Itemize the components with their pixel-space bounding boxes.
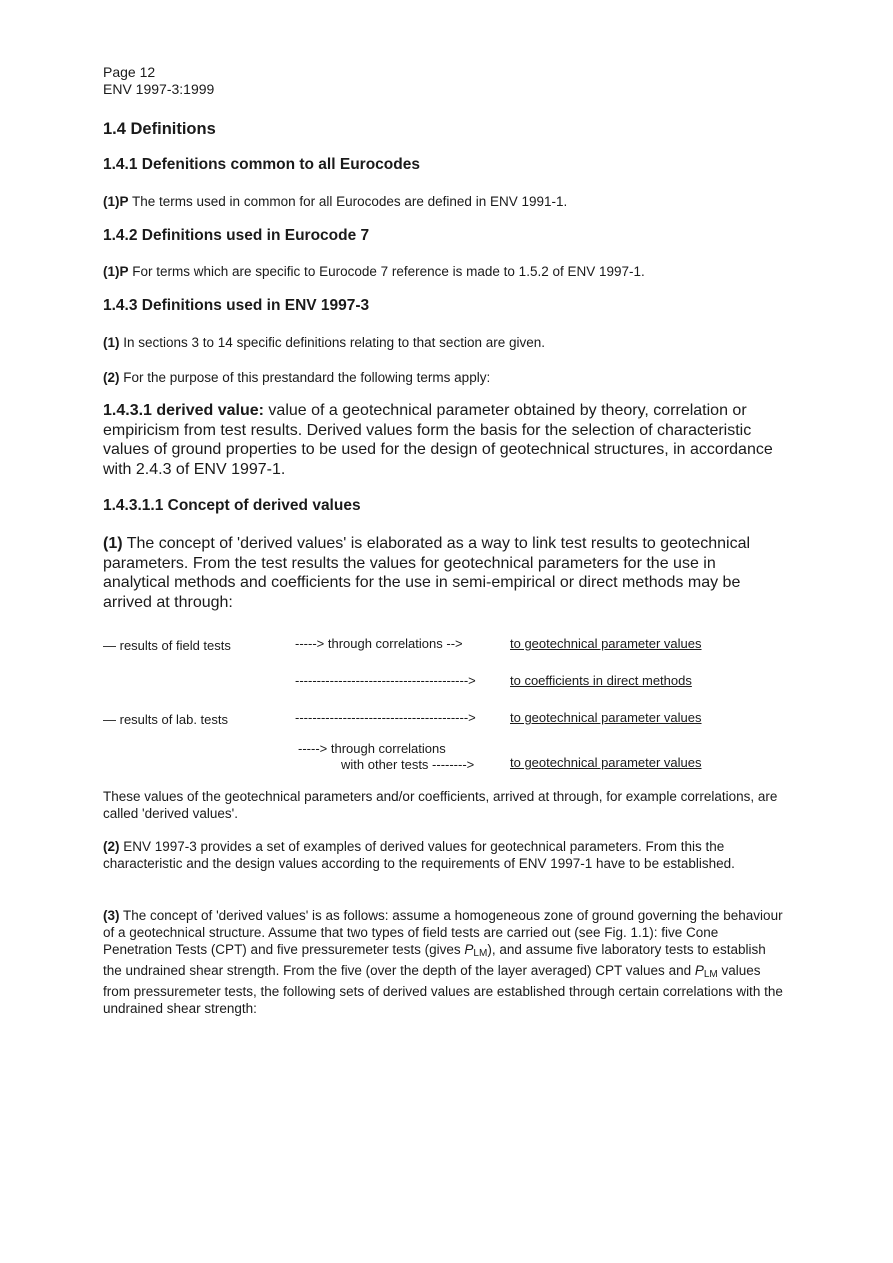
- section-1-4-title: 1.4 Definitions: [103, 120, 216, 138]
- flow-target: to geotechnical parameter values: [510, 710, 702, 725]
- section-1-4-3-1-1-title: 1.4.3.1.1 Concept of derived values: [103, 497, 361, 514]
- page-number: Page 12: [103, 64, 156, 80]
- derived-value-definition: [103, 401, 783, 479]
- clause-text: The terms used in common for all Eurocodes are defined in ENV 1991-1.: [128, 194, 568, 209]
- standard-id: ENV 1997-3:1999: [103, 81, 215, 97]
- clause-text: For the purpose of this prestandard the following terms apply:: [119, 370, 491, 385]
- section-1-4-3-paragraph-1: [103, 334, 545, 351]
- section-1-4-1-title: 1.4.1 Defenitions common to all Eurocodes: [103, 156, 420, 173]
- flow-arrow: -----> through correlations: [298, 741, 446, 756]
- clause-marker: (2): [103, 839, 120, 854]
- concept-paragraph-1: [103, 534, 783, 612]
- clause-marker: (1): [103, 535, 123, 552]
- flow-arrow: ---------------------------------------->: [295, 673, 476, 688]
- definition-text: value of a geotechnical parameter obtained by theory, correlation or empiricism from test results. Derived values form the basis for the selection of characteristic values of ground properties to be used for the design of geotechnical structures, in accordance with 2.4.3 of ENV 1997-1.: [103, 402, 773, 478]
- definition-term: 1.4.3.1 derived value:: [103, 402, 264, 419]
- clause-marker: (2): [103, 370, 120, 385]
- flow-target: to geotechnical parameter values: [510, 636, 702, 651]
- section-1-4-1-paragraph: [103, 193, 567, 210]
- flow-arrow: -----> through correlations -->: [295, 636, 463, 651]
- clause-text: The concept of 'derived values' is as follows: assume a homogeneous zone of ground governing the behaviour of a geotechnical structure. Assume that two types of field tests are carried out (see Fig. 1.1): five Cone Penetration Tests (CPT) and five pressuremeter tests (gives: [103, 908, 783, 957]
- section-1-4-3-title: 1.4.3 Definitions used in ENV 1997-3: [103, 297, 370, 314]
- symbol-p: P: [694, 963, 704, 978]
- clause-marker: (3): [103, 908, 120, 923]
- flow-source-lab-tests: — results of lab. tests: [103, 712, 228, 727]
- flow-arrow: ---------------------------------------->: [295, 710, 476, 725]
- clause-text: ), and assume five laboratory tests to establish the undrained shear strength. From the five (over the depth of the layer averaged) CPT values and: [103, 942, 766, 978]
- section-1-4-3-paragraph-2: [103, 369, 490, 386]
- symbol-subscript: LM: [703, 969, 718, 980]
- clause-marker: (1)P: [103, 264, 129, 279]
- flow-target: to geotechnical parameter values: [510, 755, 702, 770]
- page-header: [103, 64, 214, 98]
- symbol-p: P: [464, 942, 474, 957]
- section-1-4-2-paragraph: [103, 263, 645, 280]
- derived-values-note: These values of the geotechnical parameters and/or coefficients, arrived at through, for example correlations, are called 'derived values'.: [103, 789, 778, 821]
- symbol-subscript: LM: [473, 948, 488, 959]
- clause-text: For terms which are specific to Eurocode 7 reference is made to 1.5.2 of ENV 1997-1.: [128, 264, 645, 279]
- concept-paragraph-3: [103, 907, 783, 1017]
- section-1-4-2-title: 1.4.2 Definitions used in Eurocode 7: [103, 227, 370, 244]
- clause-marker: (1): [103, 335, 120, 350]
- clause-text: The concept of 'derived values' is elaborated as a way to link test results to geotechnical parameters. From the test results the values for geotechnical parameters for the use in analytical methods and coefficients for the use in semi-empirical or direct methods may be arrived at through:: [103, 535, 751, 611]
- clause-marker: (1)P: [103, 194, 129, 209]
- flow-arrow: with other tests -------->: [341, 757, 475, 772]
- clause-text: ENV 1997-3 provides a set of examples of derived values for geotechnical parameters. From this the characteristic and the design values according to the requirements of ENV 1997-1 have to be established.: [103, 839, 735, 871]
- flow-target: to coefficients in direct methods: [510, 673, 692, 688]
- derivation-flow: [103, 636, 783, 776]
- flow-source-field-tests: — results of field tests: [103, 638, 231, 653]
- clause-text: values from pressuremeter tests, the following sets of derived values are established through certain correlations with the undrained shear strength:: [103, 963, 783, 1016]
- clause-text: In sections 3 to 14 specific definitions relating to that section are given.: [119, 335, 545, 350]
- concept-paragraph-2: [103, 838, 783, 872]
